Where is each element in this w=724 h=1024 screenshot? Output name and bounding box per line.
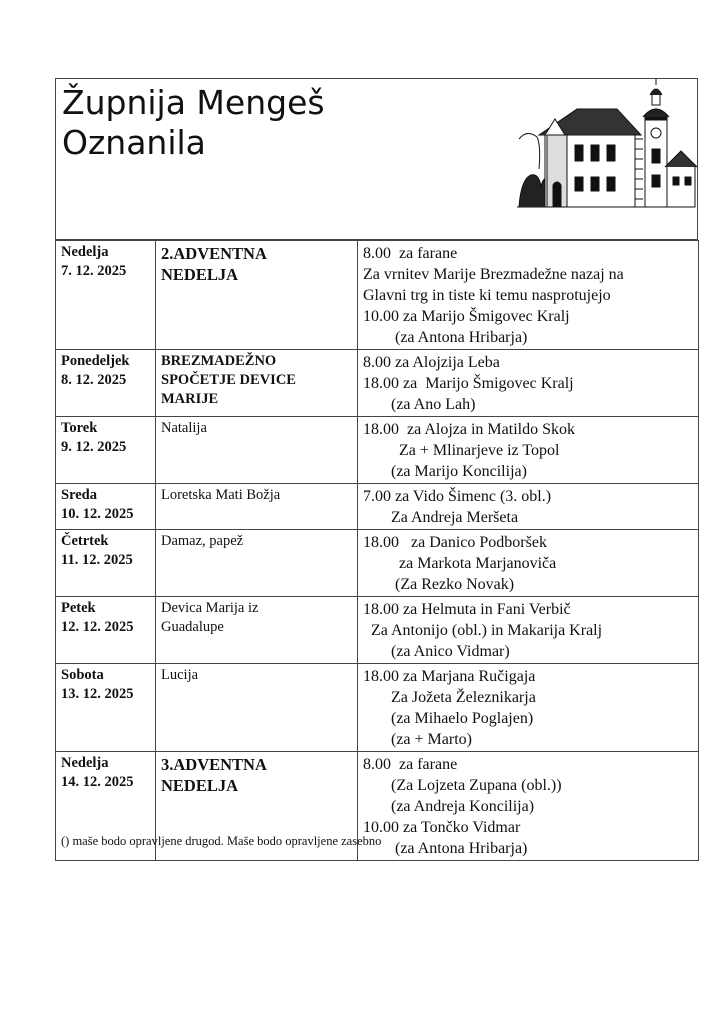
mass-intention: Glavni trg in tiste ki temu nasprotujejo: [363, 287, 611, 304]
weekday: Sreda: [61, 487, 97, 503]
mass-intention: (za Antona Hribarja): [363, 329, 528, 346]
mass-intention: 18.00 za Danico Podboršek: [363, 534, 547, 551]
feast-cell: [156, 484, 358, 530]
feast-cell: [156, 241, 358, 350]
feast-cell: [156, 530, 358, 597]
date-cell: [56, 350, 156, 417]
mass-intention: 8.00 za Alojzija Leba: [363, 354, 500, 371]
mass-intention: (za + Marto): [363, 731, 472, 748]
feast-line: Loretska Mati Božja: [161, 487, 281, 503]
feast-line: Natalija: [161, 420, 207, 436]
weekday: Petek: [61, 600, 96, 616]
table-row: [56, 530, 699, 597]
mass-intention: Za Antonijo (obl.) in Makarija Kralj: [363, 622, 603, 639]
mass-intention: (za Mihaelo Poglajen): [363, 710, 534, 727]
header-box: [55, 78, 698, 240]
feast-cell: [156, 664, 358, 752]
weekday: Torek: [61, 420, 98, 436]
table-row: [56, 597, 699, 664]
feast-line: Lucija: [161, 667, 199, 683]
mass-intention: 18.00 za Alojza in Matildo Skok: [363, 421, 575, 438]
title-line-parish: Župnija Mengeš: [62, 83, 325, 122]
masses-cell: [358, 597, 699, 664]
masses-cell: [358, 350, 699, 417]
date: 11. 12. 2025: [61, 552, 133, 568]
mass-intention: (za Marijo Koncilija): [363, 463, 527, 480]
weekday: Ponedeljek: [61, 353, 130, 369]
table-row: [56, 350, 699, 417]
weekday: Nedelja: [61, 755, 109, 771]
mass-intention: 18.00 za Marijo Šmigovec Kralj: [363, 375, 574, 392]
mass-intention: 18.00 za Helmuta in Fani Verbič: [363, 601, 571, 618]
masses-cell: [358, 484, 699, 530]
mass-intention: (za Ano Lah): [363, 396, 476, 413]
date: 14. 12. 2025: [61, 774, 134, 790]
feast-cell: [156, 597, 358, 664]
feast-line: Damaz, papež: [161, 533, 244, 549]
weekday: Sobota: [61, 667, 104, 683]
masses-cell: [358, 664, 699, 752]
mass-intention: (za Andreja Koncilija): [363, 798, 535, 815]
mass-intention: 7.00 za Vido Šimenc (3. obl.): [363, 488, 552, 505]
date-cell: [56, 241, 156, 350]
date-cell: [56, 484, 156, 530]
mass-intention: Za Andreja Meršeta: [363, 509, 519, 526]
mass-intention: (za Antona Hribarja): [363, 840, 528, 857]
table-row: [56, 664, 699, 752]
date: 7. 12. 2025: [61, 263, 127, 279]
date: 12. 12. 2025: [61, 619, 134, 635]
feast-line: MARIJE: [161, 391, 219, 407]
mass-intention: za Markota Marjanoviča: [363, 555, 557, 572]
table-row: [56, 417, 699, 484]
feast-line: 2.ADVENTNA: [161, 244, 267, 263]
feast-line: NEDELJA: [161, 776, 239, 795]
date: 9. 12. 2025: [61, 439, 127, 455]
footnote: () maše bodo opravljene drugod. Maše bodo opravljene zasebno: [61, 834, 382, 848]
feast-cell: [156, 350, 358, 417]
mass-intention: (za Anico Vidmar): [363, 643, 510, 660]
page-title: [62, 83, 325, 163]
mass-intention: 8.00 za farane: [363, 245, 458, 262]
masses-cell: [358, 752, 699, 861]
masses-cell: [358, 241, 699, 350]
date-cell: [56, 664, 156, 752]
date: 10. 12. 2025: [61, 506, 134, 522]
mass-intention: 10.00 za Tončko Vidmar: [363, 819, 521, 836]
mass-intention: Za Jožeta Železnikarja: [363, 689, 536, 706]
feast-line: NEDELJA: [161, 265, 239, 284]
title-line-announcements: Oznanila: [62, 123, 206, 162]
schedule-table: [55, 240, 699, 861]
weekday: Nedelja: [61, 244, 109, 260]
feast-line: Devica Marija iz: [161, 600, 259, 616]
weekday: Četrtek: [61, 533, 109, 549]
feast-line: 3.ADVENTNA: [161, 755, 267, 774]
mass-intention: 18.00 za Marjana Ručigaja: [363, 668, 536, 685]
table-row: [56, 241, 699, 350]
mass-intention: Za vrnitev Marije Brezmadežne nazaj na: [363, 266, 624, 283]
date: 13. 12. 2025: [61, 686, 134, 702]
feast-line: BREZMADEŽNO: [161, 353, 277, 369]
feast-line: Guadalupe: [161, 619, 224, 635]
church-illustration: [517, 79, 697, 211]
mass-intention: (Za Rezko Novak): [363, 576, 515, 593]
feast-cell: [156, 417, 358, 484]
mass-intention: 8.00 za farane: [363, 756, 458, 773]
mass-intention: 10.00 za Marijo Šmigovec Kralj: [363, 308, 570, 325]
mass-intention: Za + Mlinarjeve iz Topol: [363, 442, 560, 459]
mass-intention: (Za Lojzeta Zupana (obl.)): [363, 777, 562, 794]
date: 8. 12. 2025: [61, 372, 127, 388]
date-cell: [56, 597, 156, 664]
date-cell: [56, 417, 156, 484]
masses-cell: [358, 417, 699, 484]
table-row: [56, 484, 699, 530]
feast-line: SPOČETJE DEVICE: [161, 372, 296, 388]
masses-cell: [358, 530, 699, 597]
date-cell: [56, 530, 156, 597]
